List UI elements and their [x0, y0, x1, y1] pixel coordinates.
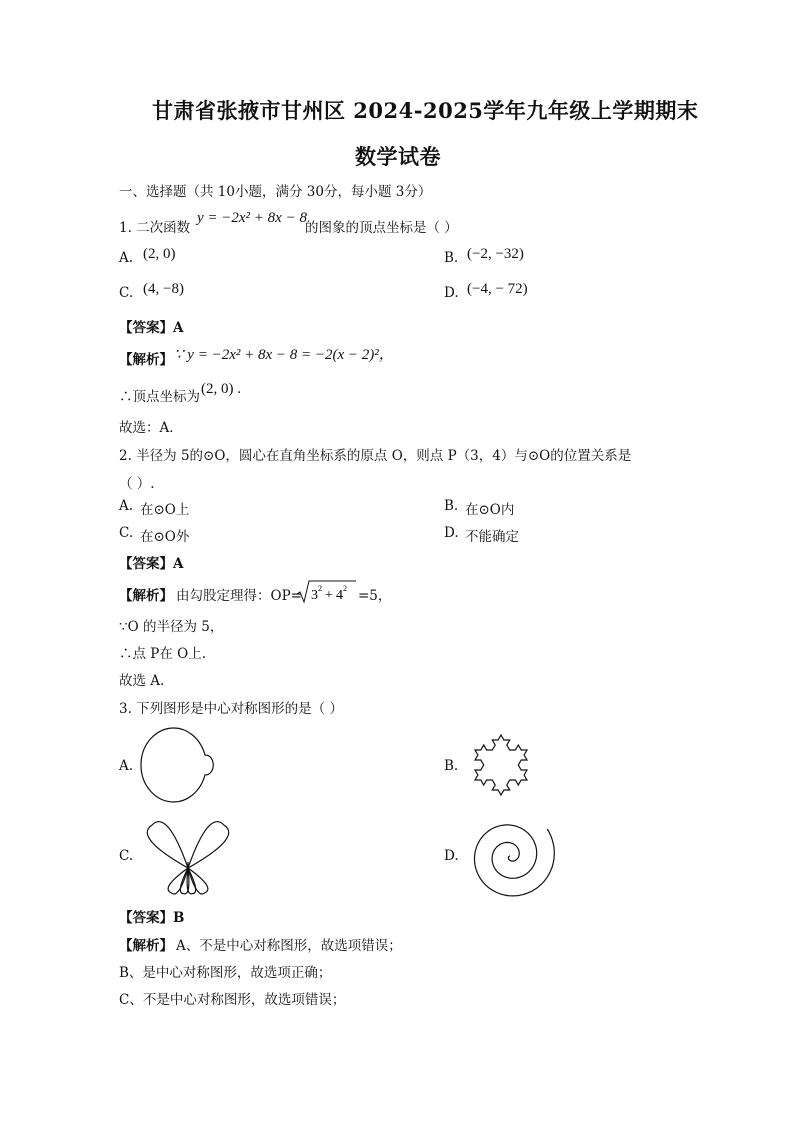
q3-option-b-label: B.: [444, 758, 459, 774]
q1-option-a-value: (2, 0): [143, 246, 176, 262]
q1-vertex-line: ∴顶点坐标为: [119, 389, 200, 405]
butterfly-figure: [138, 812, 242, 898]
q2-answer: 【答案】A: [119, 556, 184, 572]
q3-analysis-line2: B、是中心对称图形，故选项正确；: [119, 965, 332, 981]
q1-answer: 【答案】A: [119, 320, 184, 336]
svg-text:3: 3: [311, 588, 318, 603]
q1-option-c-value: (4, −8): [143, 281, 184, 297]
q1-analysis-label: 【解析】: [119, 352, 173, 368]
section-heading: 一、选择题（共 10小题，满分 30分，每小题 3分）: [119, 184, 432, 200]
q1-option-d-value: (−4, − 72): [467, 281, 528, 297]
page-subtitle: 数学试卷: [355, 144, 441, 169]
q2-option-b-value: 在⊙O内: [465, 502, 515, 518]
q3-analysis-line3: C、不是中心对称图形，故选项错误；: [119, 992, 346, 1008]
q2-analysis-text: 由勾股定理得：OP=: [176, 588, 302, 604]
q2-option-d-value: 不能确定: [465, 529, 519, 545]
sqrt-formula: [296, 578, 358, 606]
q3-option-d-label: D.: [444, 848, 459, 864]
svg-text:2: 2: [318, 584, 322, 593]
question-1-formula: y = −2x² + 8x − 8: [197, 210, 307, 226]
question-2-stem-line1: 2. 半径为 5的⊙O，圆心在直角坐标系的原点 O，则点 P（3，4）与⊙O的位置关系是: [119, 448, 632, 464]
spiral-figure: [460, 812, 564, 898]
q1-option-b-value: (−2, −32): [467, 246, 524, 262]
q2-analysis-result: =5，: [358, 588, 392, 604]
q1-vertex-value: (2, 0) .: [201, 381, 241, 397]
q1-option-c-label: C.: [119, 285, 134, 301]
svg-text:4: 4: [336, 588, 343, 603]
q2-line2: ∵O 的半径为 5，: [119, 619, 224, 635]
q2-option-a-label: A.: [119, 498, 134, 514]
q2-line3: ∴点 P在 O上.: [119, 646, 207, 662]
q2-option-c-label: C.: [119, 525, 134, 541]
cardioid-figure: [138, 725, 218, 805]
page-title: 甘肃省张掖市甘州区 2024-2025学年九年级上学期期末: [152, 98, 699, 123]
question-1-stem-suffix: 的图象的顶点坐标是（ ）: [305, 220, 458, 236]
q2-analysis-label: 【解析】: [119, 588, 173, 604]
q1-option-d-label: D.: [444, 285, 459, 301]
question-2-stem-line2: （ ）.: [119, 476, 155, 492]
q3-analysis-label: 【解析】: [119, 938, 173, 954]
question-3-stem: 3. 下列图形是中心对称图形的是（ ）: [119, 701, 343, 717]
q2-option-b-label: B.: [444, 498, 459, 514]
q3-option-a-label: A.: [119, 758, 134, 774]
question-1-stem-prefix: 1. 二次函数: [119, 220, 191, 236]
q1-conclusion: 故选：A．: [119, 420, 183, 436]
koch-snowflake-figure: [460, 722, 542, 804]
q2-option-c-value: 在⊙O外: [140, 529, 190, 545]
svg-text:2: 2: [343, 584, 347, 593]
q1-option-a-label: A.: [119, 250, 134, 266]
svg-text:+: +: [325, 588, 333, 603]
q3-analysis-line1: A、不是中心对称图形，故选项错误；: [176, 938, 402, 954]
q1-analysis-formula: ∵ y = −2x² + 8x − 8 = −2(x − 2)²，: [174, 347, 394, 363]
q1-option-b-label: B.: [444, 250, 459, 266]
q2-option-d-label: D.: [444, 525, 459, 541]
q3-answer: 【答案】B: [119, 910, 185, 926]
q2-option-a-value: 在⊙O上: [140, 502, 190, 518]
q3-option-c-label: C.: [119, 848, 134, 864]
q2-conclusion: 故选 A.: [119, 673, 165, 689]
